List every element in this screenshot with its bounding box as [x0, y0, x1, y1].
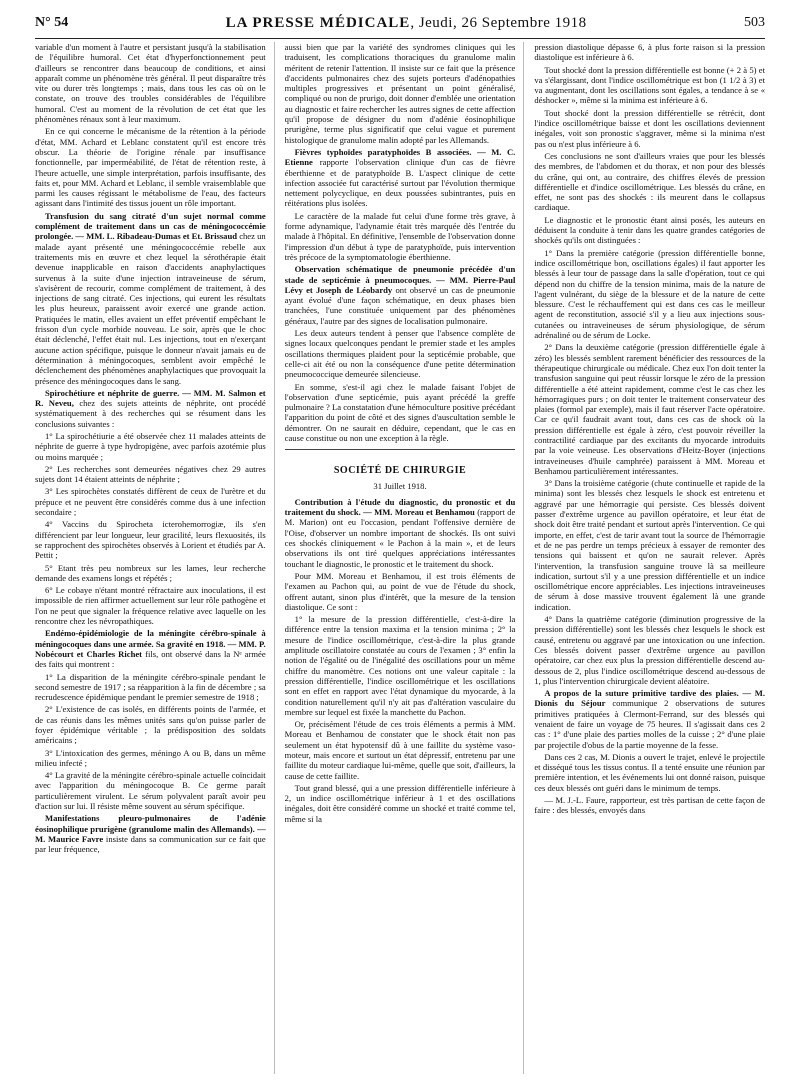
list-item: 1° La disparition de la méningite cérébro-spinale pendant le second semestre de 1917 ; sa réapparition à la fin de décembre ; sa recrudescence épidémique pendant le premier semestre de 1918 ;	[35, 671, 266, 703]
article-body: communique 2 observations de sutures primitives pratiquées à Clermont-Ferrand, sur des blessés qui venaient de faire un voyage de 75 heures. Il s'agissait dans ces 2 cas : 1° d'une plaie des parties molles de la cuisse ; 2° d'une plaie par projectile d'obus de la partie moyenne de la fesse.	[534, 698, 766, 750]
paragraph: Tout shocké dont la pression différentielle se rétrécit, dont l'indice oscillométrique baisse et dont les oscillations deviennent inégales, voit son pronostic s'aggraver, même si la minima n'est pas ou n'est plus inférieure à 6.	[534, 107, 766, 149]
article-heading: Spirochétiure et néphrite de guerre. — MM. M. Salmon et R. Neveu,	[35, 387, 266, 409]
article-body: (rapport de M. Marion) ont eu l'occasion, pendant l'offensive dernière de l'Oise, d'observer un nombre important de shockés. Ils ont suivi ces shockés cliniquement « le Pachon à la main », et de leurs observations ils ont tiré quelques appréciations intéressantes touchant le diagnostic, le pronostic et le traitement du shock.	[284, 507, 516, 569]
issue-number: N° 54	[35, 15, 69, 30]
list-item: 1° La spirochétiurie a été observée chez 11 malades atteints de néphrite de guerre à type hydropigène, avec parfois azotémie plus ou moins marquée ;	[35, 430, 266, 462]
page-header	[35, 8, 765, 39]
article-entry	[35, 211, 266, 386]
list-item: 4° Vaccins du Spirocheta icterohemorrogiæ, ils s'en différencient par leur longueur, leur gracilité, leurs flexuosités, ils se rapprochent des spirochètes observés à Lorient et étudiés par A. Pettit ;	[35, 519, 266, 561]
section-title: SOCIÉTÉ DE CHIRURGIE	[333, 465, 467, 477]
article-body: insiste dans sa communication sur ce fait que par leur fréquence,	[35, 833, 266, 855]
article-entry	[285, 147, 516, 209]
article-heading: Fièvres typhoïdes paratyphoïdes B associées. — M. C. Etienne	[284, 146, 516, 168]
list-item: 3° Les spirochètes constatés diffèrent de ceux de l'urètre et du prépuce et ne peuvent être considérés comme dus à une infection secondaire ;	[35, 486, 266, 518]
list-item: 6° Le cobaye n'étant montré réfractaire aux inoculations, il est impossible de rien affirmer actuellement sur leur rôle pathogène et l'on ne peut que signaler la fréquence relative avec laquelle on les rencontre chez les névropathiques.	[35, 585, 266, 627]
paragraph: 2° Dans la deuxième catégorie (pression différentielle égale à zéro) les blessés semblent rarement bénéficier des ressources de la thérapeutique chirurgicale ou médicale. Chez eux l'on doit tenter la transfusion sanguine qui peut réussir lorsque le zéro de la pression différentielle a été atteint rapidement, comme c'est le cas chez les hémorragiques purs ; on doit tenter le traitement conservateur des plaies (formol par exemple), mais il faut réserver l'acte opératoire. Car ce qu'il faudrait avant tout, dans ces cas de shock où la pression différentielle est égale à zéro, c'est pouvoir réveiller la contractilité cardiaque par des excitants du myocarde introduits par la voie veineuse. Les observations d'Heitz-Boyer (injections intraveineuses d'huile camphrée) paraissent à MM. Moreau et Benhamou particulièrement intéressantes.	[534, 342, 766, 476]
article-heading: A propos de la suture primitive tardive des plaies. — M. Dionis du Séjour	[534, 688, 766, 709]
column-2	[285, 42, 525, 1074]
article-entry	[285, 497, 516, 569]
column-3	[534, 42, 765, 1074]
list-item: 2° L'existence de cas isolés, en différents points de l'armée, et de cas réunis dans les mêmes unités sans qu'on puisse parler de foyer épidémique véritable ; la prédisposition des soldats américains ;	[35, 704, 266, 746]
article-body: chez des sujets atteints de néphrite, ont procédé systématiquement à des recherches qui se résument dans les conclusions suivantes :	[35, 398, 266, 429]
journal-title	[226, 15, 587, 32]
list-item: 3° L'intoxication des germes, méningo A ou B, dans un même milieu infecté ;	[35, 747, 266, 768]
paragraph: Tout grand blessé, qui a une pression différentielle inférieure à 2, un indice oscillométrique inférieur à 1 et des oscillations inégales, doit être considéré comme un shocké et traité comme tel, même si la	[284, 782, 516, 824]
journal-name: LA PRESSE MÉDICALE	[225, 14, 411, 31]
paragraph: variable d'un moment à l'autre et persistant jusqu'à la stabilisation de l'équilibre humoral. Cet état d'hyperfonctionnement peut d'ailleurs se rencontrer dans beaucoup de conditions, et ainsi apparaît comme un phénomène très général. Il peut disparaître très vite ou durer très longtemps ; mais, dans tous les cas où on le constate, on trouve des troubles considérables de l'équilibre humoral. C'est au moment de la révolution de cet état que les phénomènes rénaux sont à leur maximum.	[35, 42, 266, 125]
paragraph: — M. J.-L. Faure, rapporteur, est très partisan de cette façon de faire : des blessés, envoyés dans	[534, 795, 766, 816]
article-body: chez un malade ayant présenté une méningococcémie rebelle aux traitements mis en œuvre et chez lequel la sérothérapie était devenue inapplicable en raison d'accidents anaphylactiques survenus à la suite d'une injection intraveineuse de sérum, s'avisèrent de recourir, comme complément de traitement, à des injections de sang citraté. Ces injections, qui eurent les résultats les plus heureux, paraissent avoir exercé une grande action. Pratiquées le matin, elles avaient un effet préventif empêchant le frisson d'un cycle morbide nouveau. Le soir, après que le choc était déclenché, l'effet était nul. Les injections, tout en n'exerçant aucune action spécifique, puisque le donneur n'avait jamais eu de détermination à méningocoques, semblent avoir empêché le déclenchement des phénomènes anaphylactiques que provoquait la présence des méningocoques dans le sang.	[35, 231, 266, 386]
list-item: 2° Les recherches sont demeurées négatives chez 29 autres sujets dont 14 étaient atteints de néphrite ;	[35, 463, 266, 485]
paragraph: En ce qui concerne le mécanisme de la rétention à la période d'état, MM. Achard et Leblanc constatent qu'il est encore très obscur. La théorie de l'origine rénale par insuffisance fonctionnelle, par imperméabilité, de l'état de rétention reste, à l'heure actuelle, une simple interprétation, parfois insuffisante, des faits et, pour MM. Achard et Leblanc, il semble vraisemblable que parmi les causes régissant le métabolisme de l'eau, des facteurs agissant dans l'intimité des tissus jouent un rôle important.	[35, 126, 266, 209]
paragraph: Le diagnostic et le pronostic étant ainsi posés, les auteurs en déduisent la conduite à tenir dans les quatre grandes catégories de shockés qu'ils ont distinguées :	[534, 214, 766, 246]
paragraph: Les deux auteurs tendent à penser que l'absence complète de signes locaux quelconques pendant le premier stade et les amples oscillations thermiques plaident pour la septicémie probable, que celle-ci ait été ou non la conséquence d'une petite détermination pneumococcique demeurée silencieuse.	[284, 328, 516, 380]
paragraph: 1° la mesure de la pression différentielle, c'est-à-dire la différence entre la tension maxima et la tension minima ; 2° la mesure de l'indice oscillométrique, c'est-à-dire la plus grande amplitude oscillatoire constatée au cours de l'examen ; 3° enfin la notion de l'égalité ou de l'inégalité des oscillations pour un même chiffre du manomètre. Ces notions ont une valeur capitale : la pression différentielle, l'indice oscillométrique et les oscillations sont en effet en rapport avec l'état dynamique du myocarde, à la condition naturellement qu'il n'y ait pas d'altération vasculaire du membre sur lequel est fixée la manchette du Pachon.	[284, 614, 516, 717]
article-heading: Endémo-épidémiologie de la méningite cérébro-spinale à méningocoques dans une armée. Sa gravité en 1918. — MM. P. Nobécourt et Charles Richet	[35, 628, 266, 659]
article-heading: Manifestations pleuro-pulmonaires de l'adénie éosinophilique prurigène (granulome malin des Allemands). — M. Maurice Favre	[35, 813, 266, 844]
article-entry	[35, 628, 266, 669]
article-body: ont observé un cas de pneumonie ayant évolué d'une façon schématique, en deux phases bien tranchées, l'une constituée uniquement par des phénomènes généraux, l'autre par des signes de localisation pulmonaire.	[284, 284, 516, 326]
list-item: 5° Etant très peu nombreux sur les lames, leur recherche demande des examens longs et répétés ;	[35, 562, 266, 583]
paragraph: Le caractère de la malade fut celui d'une forme très grave, à forme adynamique, l'adynamie était très marquée dès l'entrée du malade à l'hôpital. En définitive, l'ensemble de l'observation donne l'impression d'un début à type de paratyphoïde, puis intervention très précoce de la symptomatologie éberthienne.	[284, 210, 516, 262]
section-divider	[285, 449, 516, 450]
issue-date: , Jeudi, 26 Septembre 1918	[410, 14, 587, 31]
article-heading: Observation schématique de pneumonie précédée d'un stade de septicémie à pneumocoques. — MM. Pierre-Paul Lévy et Joseph de Léobardy	[284, 264, 516, 295]
article-body: rapporte l'observation clinique d'un cas de fièvre éberthienne et de paratyphoïde B. L'aspect clinique de cette infection associée fut caractérisé surtout par l'évolution thermique nettement polycyclique, en deux poussées subintrantes, puis en réitérations plus isolées.	[284, 157, 516, 209]
article-entry	[534, 688, 765, 750]
article-heading: Transfusion du sang citraté d'un sujet normal comme complément de traitement dans un cas de méningococcémie prolongée. — MM. L. Ribadeau-Dumas et Et. Brissaud	[35, 210, 266, 242]
paragraph: aussi bien que par la variété des syndromes cliniques qui les traduisent, les complications thoraciques du granulome malin méritent de retenir l'attention. Il insiste sur ce fait que la présence d'accidents pulmonaires chez des sujets porteurs d'adénopathies multiples progressives et présentant un point généralisé, compliqué ou non de prurigo, doit donner d'emblée une orientation au diagnostic et faire rechercher les autres signes de cette affection qu'il propose de désigner du nom d'adénie éosinophilique prurigène, terme plus significatif que celui vague et purement histologique de granulome malin adopté par les Allemands.	[284, 42, 516, 145]
paragraph: Tout shocké dont la pression différentielle est bonne (+ 2 à 5) et va s'élargissant, dont l'indice oscillométrique est bon (1 1/2 à 3) et va augmentant, dont les oscillations sont égales, a tendance à se « déshocker », même si la minima est inférieure à 6.	[534, 64, 766, 106]
paragraph: Ces conclusions ne sont d'ailleurs vraies que pour les blessés des membres, de l'abdomen et du thorax, et non pour des blessés du crâne, qui ont, au contraire, des chiffres élevés de pression différentielle et d'indice oscillométrique. Les blessés du crâne, en effet, ne sont pas des shockés : ils meurent dans le collapsus cardiaque.	[534, 150, 766, 213]
paragraph: pression diastolique dépasse 6, à plus forte raison si la pression diastolique est inférieure à 6.	[534, 42, 766, 63]
article-entry	[35, 388, 266, 429]
article-heading: Contribution à l'étude du diagnostic, du pronostic et du traitement du shock. — MM. Moreau et Benhamou	[284, 496, 516, 518]
paragraph: Pour MM. Moreau et Benhamou, il est trois éléments de l'examen au Pachon qui, au point de vue de l'étude du shock, offrent autant, sinon plus d'intérêt, que la mesure de la tension diastolique. Ce sont :	[284, 570, 516, 612]
paragraph: En somme, s'est-il agi chez le malade faisant l'objet de l'observation d'une septicémie, puis ayant précédé la greffe pulmonaire ? La constatation d'une hémoculture positive précédant l'apparition du point de côté et des signes d'auscultation semble le démontrer. On ne saurait en déduire, cependant, que le cas en cause constitue ou non une exception à la règle.	[284, 381, 516, 443]
paragraph: Or, précisément l'étude de ces trois éléments a permis à MM. Moreau et Benhamou de constater que le shock était non pas seulement un état hypotensif dû à une faillite du système vaso-moteur, mais encore et surtout un état dépressif, entretenu par une faillite du moteur cardiaque lui-même, quelle que soit, d'ailleurs, la cause de cette faillite.	[284, 719, 516, 781]
list-item: 4° La gravité de la méningite cérébro-spinale actuelle coïncidait avec l'apparition du méningocoque B. Ce germe paraît particulièrement virulent. Le sérum polyvalent paraît avoir peu d'action sur lui. Il résiste même souvent au sérum spécifique.	[35, 770, 266, 812]
section-date: 31 Juillet 1918.	[373, 480, 427, 491]
paragraph: 4° Dans la quatrième catégorie (diminution progressive de la pression différentielle) sont les blessés chez lesquels le shock est causé, entretenu ou aggravé par une intoxication ou une infection. Ces blessés doivent passer d'extrême urgence au pavillon opératoire, car chez eux plus la pression différentielle descend au-dessous de 2, plus l'indice oscillométrique descend au-dessous de 1, plus l'intervention chirurgicale devient aléatoire.	[534, 614, 766, 686]
column-1	[35, 42, 275, 1074]
paragraph: 3° Dans la troisième catégorie (chute continuelle et rapide de la minima) sont les blessés chez lesquels le shock est entretenu et aggravé par une hémorragie qui persiste. Ces blessés doivent passer d'extrême urgence au pavillon opératoire, et leur état de shock doit être traité pendant et surtout après l'intervention. Ce qui importe, en effet, c'est de tarir avant tout la source de l'hémorragie et de ne pas perdre un temps précieux à essayer de remonter des tensions qui baissent et qu'on ne saurait relever. Après l'intervention, la transfusion sanguine trouve là sa meilleure indication, surtout s'il y a une pression différentielle et un indice oscillométrique encore appréciables. Les injections intraveineuses de sérum à dose massive trouvent également là une grande indication.	[534, 478, 766, 612]
paragraph: 1° Dans la première catégorie (pression différentielle bonne, indice oscillométrique bon, oscillations égales) il faut apporter les blessés à leur tour de passage dans la salle d'opération, tout ce qui dépend non du chiffre de la tension minima, mais de la nature de l'agent vulnérant, du siège de la blessure et de la nature de cette blessure. C'est le réchauffement qui est dans ces cas le meilleur agent de reconstitution, associé s'il y a lieu aux injections sous-cutanées ou intraveineuses de sérum physiologique, de sérum adrénaliné ou de sérum de Locke.	[534, 247, 766, 341]
page-number: 503	[744, 15, 765, 30]
article-columns	[35, 42, 765, 1074]
article-body: fils, ont observé dans la Nᵉ armée des faits qui montrent :	[35, 648, 266, 670]
paragraph: Dans ces 2 cas, M. Dionis a ouvert le trajet, enlevé le projectile et disséqué tous les tissus contus. Il a tenté ensuite une réunion par première intention, et les événements lui ont donné raison, puisque ces deux blessés ont guéri dans le minimum de temps.	[534, 751, 766, 793]
article-entry	[285, 264, 516, 326]
article-entry	[35, 813, 266, 854]
